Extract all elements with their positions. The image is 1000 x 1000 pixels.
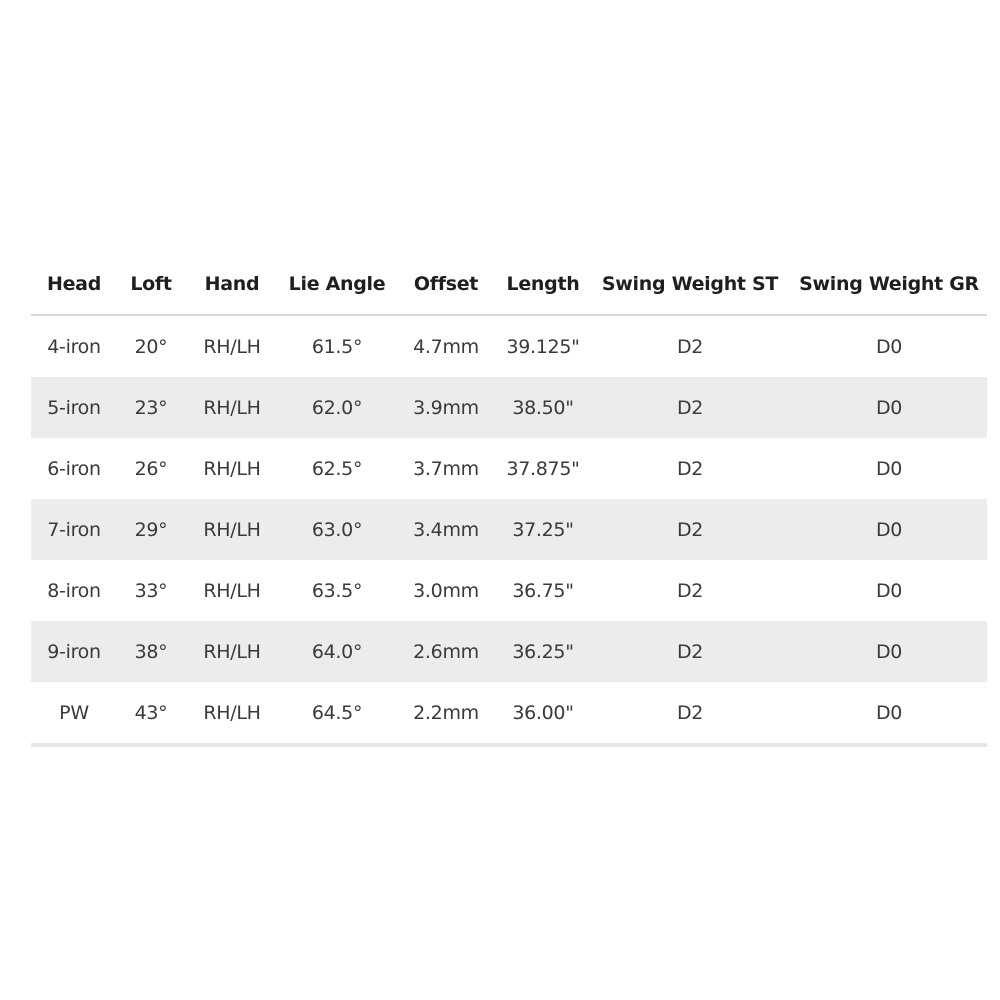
cell-head: 5-iron [31,377,117,438]
table-row [31,560,987,621]
cell-head: 9-iron [31,621,117,682]
cell-length: 37.875" [506,457,580,480]
cell-swing-weight-gr: D0 [791,499,987,560]
cell-lie-angle: 64.5° [279,682,395,745]
cell-swing-weight-st: D2 [589,682,791,745]
cell-swing-weight-gr: D0 [791,682,987,745]
cell-hand: RH/LH [203,457,261,480]
header-offset: Offset [395,253,497,315]
cell-length: 37.25" [497,499,589,560]
cell-swing-weight-gr: D0 [791,621,987,682]
cell-lie-angle: 64.0° [279,621,395,682]
header-swing-weight-st: Swing Weight ST [589,253,791,315]
header-head: Head [31,253,117,315]
cell-hand: RH/LH [185,682,279,745]
cell-lie-angle: 61.5° [311,335,363,358]
cell-loft: 23° [117,377,185,438]
cell-hand: RH/LH [185,377,279,438]
table-row [31,621,987,682]
cell-swing-weight-st: D2 [589,499,791,560]
cell-lie-angle: 62.5° [311,457,363,480]
cell-swing-weight-gr: D0 [875,457,903,480]
cell-swing-weight-gr: D0 [875,335,903,358]
cell-offset: 4.7mm [413,335,479,358]
table-header-row [31,253,987,315]
cell-length: 36.00" [497,682,589,745]
cell-swing-weight-st: D2 [676,335,704,358]
cell-swing-weight-gr: D0 [875,579,903,602]
cell-hand: RH/LH [185,499,279,560]
header-length: Length [497,253,589,315]
cell-lie-angle: 63.5° [311,579,363,602]
cell-offset: 3.9mm [395,377,497,438]
table-row [31,499,987,560]
cell-length: 38.50" [497,377,589,438]
cell-length: 36.25" [497,621,589,682]
cell-offset: 2.2mm [395,682,497,745]
cell-lie-angle: 62.0° [279,377,395,438]
header-lie-angle: Lie Angle [279,253,395,315]
cell-head: 8-iron [47,579,101,602]
cell-loft: 26° [134,457,168,480]
cell-length: 36.75" [512,579,574,602]
cell-swing-weight-st: D2 [676,457,704,480]
cell-loft: 33° [134,579,168,602]
table-row [31,377,987,438]
cell-hand: RH/LH [203,335,261,358]
cell-loft: 38° [117,621,185,682]
cell-loft: 20° [134,335,168,358]
cell-swing-weight-st: D2 [589,621,791,682]
header-hand: Hand [185,253,279,315]
cell-swing-weight-st: D2 [676,579,704,602]
cell-head: 6-iron [47,457,101,480]
cell-offset: 3.7mm [413,457,479,480]
cell-hand: RH/LH [203,579,261,602]
cell-head: 7-iron [31,499,117,560]
cell-swing-weight-st: D2 [589,377,791,438]
cell-swing-weight-gr: D0 [791,377,987,438]
cell-offset: 2.6mm [395,621,497,682]
table-row [31,315,987,377]
cell-head: PW [31,682,117,745]
table-row [31,682,987,745]
cell-loft: 43° [117,682,185,745]
cell-offset: 3.0mm [413,579,479,602]
cell-head: 4-iron [47,335,101,358]
cell-lie-angle: 63.0° [279,499,395,560]
cell-loft: 29° [117,499,185,560]
table-row [31,438,987,499]
cell-offset: 3.4mm [395,499,497,560]
cell-hand: RH/LH [185,621,279,682]
spec-table [31,253,987,747]
header-loft: Loft [117,253,185,315]
header-swing-weight-gr: Swing Weight GR [791,253,987,315]
cell-length: 39.125" [506,335,580,358]
